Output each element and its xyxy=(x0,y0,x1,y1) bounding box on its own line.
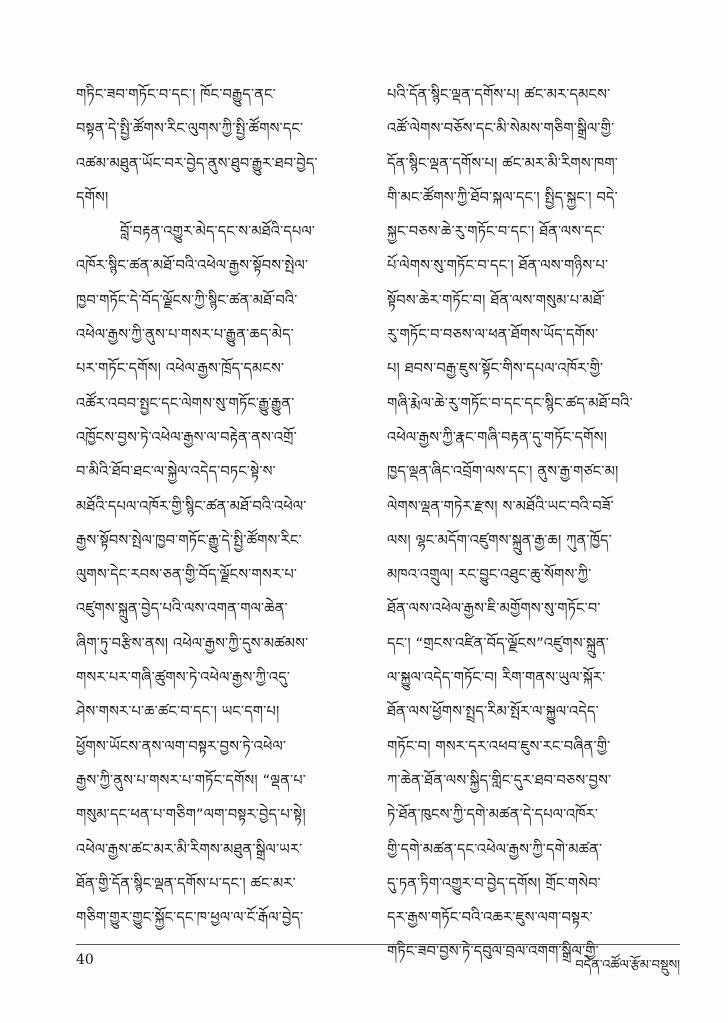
text-line: ཀ་ཆེན་ཐོན་ལས་སྐྱིད་གླིང་དུར་ཐབ་བཅས་བྱས་ xyxy=(387,772,612,789)
text-line: པར་གཏོང་དགོས། འཕེལ་རྒྱས་ཁྲོད་དམངས་ xyxy=(76,361,285,378)
text-line: རྒྱས་སྟོབས་སྤེལ་ཁྱབ་གཏོང་རྒྱུ་དེ་སྤྱི་ཚོགས་རིང་ xyxy=(76,532,302,549)
text-line: དོན་སྙིང་ལྡན་དགོས་པ། ཚང་མར་མི་རིགས་ཁག་ xyxy=(387,155,618,172)
footer-rule xyxy=(76,944,680,945)
text-line: འཕེལ་རྒྱས་ཀྱི་རྣང་གཞི་བརྟན་དུ་གཏོང་དགོས། xyxy=(387,429,607,446)
text-line: འཛུགས་སྐྲུན་བྱེད་པའི་ལས་འགན་གལ་ཆེན་ xyxy=(76,601,288,618)
text-line: ཁྱབ་གཏོང་དེ་བོད་ལྗོངས་ཀྱི་སྙིང་ཚན་མཐོ་བའི་ xyxy=(76,292,298,309)
text-line: པའི་དོན་སྙིང་ལྡན་དགོས་པ། ཚང་མར་དམངས་ xyxy=(387,87,611,103)
text-line: དང་། “གྲངས་འཛིན་བོད་ལྗོངས”འཛུགས་སྐྲུན་ xyxy=(387,635,610,652)
left-text-column xyxy=(76,78,352,935)
text-line: དུ་ཏན་ཏིག་འགྱུར་བ་བྱེད་དགོས། གྲོང་གསེབ་ xyxy=(387,875,601,892)
text-line: ཁྱད་ལྡན་ཞིང་འབྲོག་ལས་དང་། ནུས་རྒྱ་གཙང་མ། xyxy=(387,464,619,481)
text-line: དར་རྒྱས་གཏོང་བའི་འཆར་ཇུས་ལག་བསྟར་ xyxy=(387,910,593,927)
text-line: གཏོང་བ། གསར་དར་འཕབ་ཇུས་རང་བཞིན་གྱི་ xyxy=(387,738,611,755)
text-line: སྟོབས་ཆེར་གཏོང་བ། ཐོན་ལས་གསུམ་པ་མཐོ་ xyxy=(387,292,606,309)
text-line: འཁྱོངས་བྱས་ཏེ་འཕེལ་རྒྱས་ལ་བརྟེན་ནས་འགྲོ་ xyxy=(76,429,297,446)
text-line: བ་མིའི་ཐོབ་ཐང་ལ་སྐྱེལ་འདེད་བཏང་སྟེ་ས་ xyxy=(76,464,276,481)
running-title: བདེན་འཚོལ་རྩོམ་བསྡུས། xyxy=(575,958,680,973)
text-line: ཐོན་ལས་ཕྱོགས་སྤྲད་རིམ་སྤོར་ལ་སྐྱུལ་འདེད་ xyxy=(387,704,599,721)
page-number: 40 xyxy=(76,952,94,968)
text-line: ཕྱོགས་ཡོངས་ནས་ལག་བསྟར་བྱས་ཏེ་འཕེལ་ xyxy=(76,738,287,755)
text-line: མཐོའི་དཔལ་འཁོར་གྱི་སྙིང་ཚན་མཐོ་བའི་འཕེལ་ xyxy=(76,498,307,515)
text-line: གཞི་རྨེལ་ཆེ་རུ་གཏོང་བ་དང་དང་སྙིང་ཚད་མཐོ་བའི་ xyxy=(387,395,633,412)
text-line: གཏིང་ཟབ་བྱས་ཏེ་དབུལ་བྲལ་འགག་སྒྲིལ་གྱི་ xyxy=(387,944,599,961)
text-line: ཏེ་ཐོན་ཁུངས་ཀྱི་དགེ་མཚན་དེ་དཔལ་འཁོར་ xyxy=(387,807,599,824)
text-line: བསྟན་དེ་སྤྱི་ཚོགས་རིང་ལུགས་ཀྱི་སྤྱི་ཚོགས་དང་ xyxy=(76,121,304,138)
right-text-column xyxy=(387,78,663,970)
text-line: འཁོར་སྙིང་ཚན་མཐོ་བའི་འཕེལ་རྒྱས་སྟོབས་སྤེལ་ xyxy=(76,258,309,275)
text-line: ཐོན་ལས་འཕེལ་རྒྱས་ཇི་མགྱོགས་སུ་གཏོང་བ་ xyxy=(387,601,601,618)
text-line: སྐྱང་བཅས་ཆེ་རུ་གཏོང་བ་དང་། ཐོན་ལས་དང་ xyxy=(387,224,605,241)
text-line: གི་མང་ཚོགས་ཀྱི་ཐོབ་སྐལ་དང་། སྤྱིད་སྐྱང་། བདེ་ xyxy=(387,189,618,206)
text-line: འཚམ་མཐུན་ཡོང་བར་བྱེད་ནུས་ཐུབ་རྒྱུར་ཐབ་བྱེད་ xyxy=(76,155,318,172)
text-line: འཕེལ་རྒྱས་ཚང་མར་མི་རིགས་མཐུན་སྒྲིལ་ཡར་ xyxy=(76,841,303,858)
text-line: གཏིང་ཟབ་གཏོང་བ་དང་། ཁོང་བརྒྱུད་ནང་ xyxy=(76,87,276,103)
text-line: འཚོར་འབབ་སྤྱང་དང་ལེགས་སུ་གཏོང་རྒྱུ་རྒྱུན་ xyxy=(76,395,295,412)
text-line: གསུམ་དང་ཕན་པ་གཅིག”ལག་བསྟར་བྱེད་པ་སྟེ། xyxy=(76,807,306,824)
text-line: གཅིག་གྱུར་གྱུང་སྐྱོང་དང་ཁ་ཕྱལ་ལ་ངོ་རྒོལ་བྱེད་ xyxy=(76,910,304,927)
text-line: རྒྱས་ཀྱི་ནུས་པ་གསར་པ་གཏོང་དགོས། “ལྡན་པ་ xyxy=(76,772,307,789)
text-line: ཞིག་ཏུ་བརྩིས་ནས། འཕེལ་རྒྱས་ཀྱི་དུས་མཚམས་ xyxy=(76,635,309,652)
text-line: བློ་བརྟན་འགྱུར་མེད་དང་ས་མཐོའི་དཔལ་ xyxy=(120,224,316,241)
text-line: ལས། ལྷང་མདོག་འཛུགས་སྐྲུན་རྒྱ་ཆ། ཀུན་ཁྱོད་ xyxy=(387,532,612,549)
text-line: གྱི་དགེ་མཚན་དང་འཕེལ་རྒྱས་ཀྱི་དགེ་མཚན་ xyxy=(387,841,603,858)
text-line: གསར་པར་གཞི་ཚུགས་ཏེ་འཕེལ་རྒྱས་ཀྱི་འདུ་ xyxy=(76,670,291,687)
text-line: པ། ཐབས་བརྒྱ་ཇུས་སྟོང་གིས་དཔལ་འཁོར་གྱི་ xyxy=(387,361,604,378)
text-line: འཚོ་ལེགས་བཅོས་དང་མི་སེམས་གཅིག་སྒྲིལ་གྱི་ xyxy=(387,121,615,138)
text-line: འཕེལ་རྒྱས་ཀྱི་ནུས་པ་གསར་པ་རྒྱུན་ཆད་མེད་ xyxy=(76,327,294,344)
text-line: ཤེས་གསར་པ་ཆ་ཚང་བ་དང་། ཡང་དག་པ། xyxy=(76,704,280,721)
text-line: ལེགས་ལྡན་གཏེར་རྫས། ས་མཐོའི་ཡང་བའི་བཟོ་ xyxy=(387,498,614,515)
text-line: མཁའ་འགྲུལ། རང་བྱུང་འཐུང་ཆུ་སོགས་ཀྱི་ xyxy=(387,567,592,584)
text-line: ལུགས་དེང་རབས་ཅན་གྱི་བོད་ལྗོངས་གསར་པ་ xyxy=(76,567,298,584)
text-line: རུ་གཏོང་བ་བཅས་ལ་ཕན་ཐོགས་ཡོད་དགོས་ xyxy=(387,327,599,344)
text-line: པོ་ལེགས་སུ་གཏོང་བ་དང་། ཐོན་ལས་གཉིས་པ་ xyxy=(387,258,609,275)
text-line: དགོས། xyxy=(76,189,109,206)
text-line: ཐོན་གྱི་དོན་སྙིང་ལྡན་དགོས་པ་དང་། ཚང་མར་ xyxy=(76,875,296,892)
text-line: ལ་སྐྱུལ་འདེད་གཏོང་བ། རིག་གནས་ཡུལ་སྐོར་ xyxy=(387,670,606,687)
